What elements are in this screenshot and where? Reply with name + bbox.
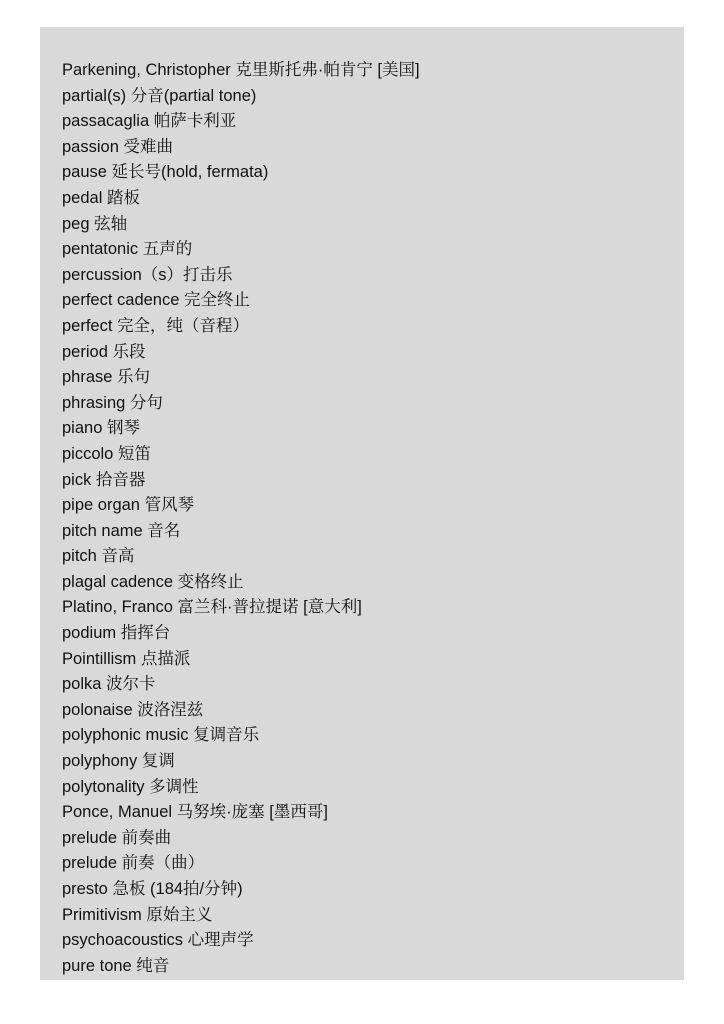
glossary-entry: presto 急板 (184拍/分钟) xyxy=(62,880,243,898)
glossary-entry: pitch name 音名 xyxy=(62,521,181,540)
glossary-entry: passacaglia 帕萨卡利亚 xyxy=(62,112,237,131)
glossary-entry: partial(s) 分音(partial tone) xyxy=(62,86,257,105)
glossary-entry: prelude 前奏曲 xyxy=(62,828,172,847)
glossary-entry: pitch 音高 xyxy=(62,547,135,566)
glossary-entry: phrase 乐句 xyxy=(62,368,151,387)
glossary-entry: polyphonic music 复调音乐 xyxy=(62,726,260,745)
glossary-entry: psychoacoustics 心理声学 xyxy=(62,931,254,950)
glossary-entry: perfect 完全，纯（音程） xyxy=(62,316,250,335)
glossary-entry: percussion（s）打击乐 xyxy=(62,265,233,284)
glossary-entry: polytonality 多调性 xyxy=(62,777,199,796)
glossary-entry: pedal 踏板 xyxy=(62,188,140,207)
glossary-entry: pure tone 纯音 xyxy=(62,956,170,975)
glossary-panel xyxy=(40,27,684,980)
glossary-entry: podium 指挥台 xyxy=(62,624,171,643)
glossary-entry: Ponce, Manuel 马努埃·庞塞 [墨西哥] xyxy=(62,803,328,822)
glossary-entry: pentatonic 五声的 xyxy=(62,240,193,259)
glossary-entry: passion 受难曲 xyxy=(62,137,173,156)
glossary-entry: pause 延长号(hold, fermata) xyxy=(62,163,269,182)
glossary-entry: phrasing 分句 xyxy=(62,393,163,412)
glossary-list xyxy=(62,58,672,979)
glossary-entry: piano 钢琴 xyxy=(62,419,140,438)
glossary-entry: plagal cadence 变格终止 xyxy=(62,572,244,591)
glossary-entry: Platino, Franco 富兰科·普拉提诺 [意大利] xyxy=(62,598,362,617)
glossary-entry: polyphony 复调 xyxy=(62,752,175,771)
glossary-entry: peg 弦轴 xyxy=(62,214,128,233)
glossary-entry: pick 拾音器 xyxy=(62,470,146,489)
glossary-entry: piccolo 短笛 xyxy=(62,444,151,463)
glossary-entry: prelude 前奏（曲） xyxy=(62,854,205,873)
glossary-entry: Parkening, Christopher 克里斯托弗·帕肯宁 [美国] xyxy=(62,61,420,79)
glossary-entry: polka 波尔卡 xyxy=(62,675,156,694)
glossary-entry: polonaise 波洛涅兹 xyxy=(62,700,204,719)
glossary-entry: period 乐段 xyxy=(62,342,146,361)
glossary-entry: perfect cadence 完全终止 xyxy=(62,291,250,310)
glossary-entry: Pointillism 点描派 xyxy=(62,649,191,668)
glossary-entry: pipe organ 管风琴 xyxy=(62,496,195,515)
glossary-entry: Primitivism 原始主义 xyxy=(62,905,213,924)
